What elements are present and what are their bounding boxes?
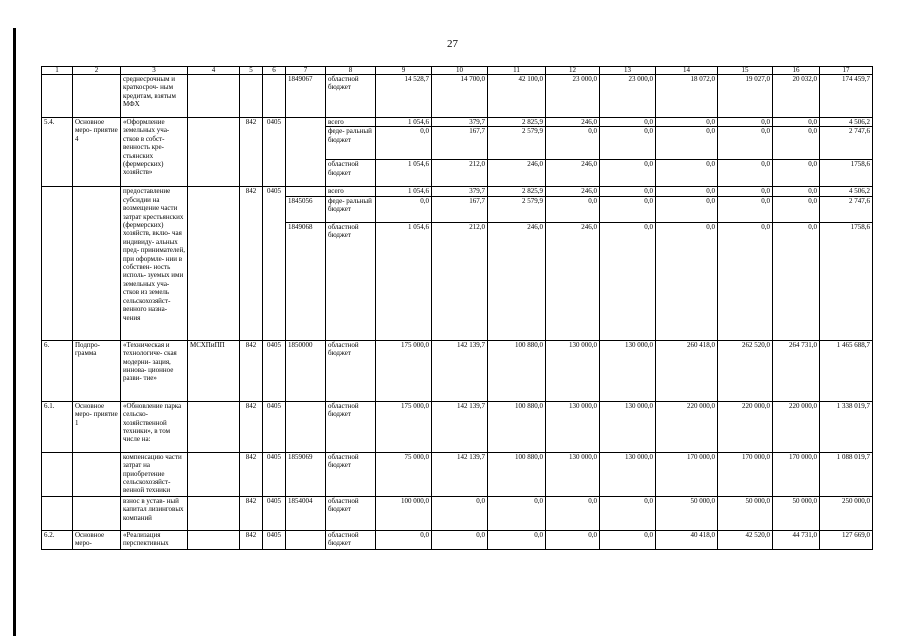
- col-header: 13: [600, 67, 656, 75]
- code-rzpr-cell: 0405: [263, 452, 286, 496]
- year-value-cell: 0,0: [488, 530, 546, 549]
- program-name-cell: компенсацию части затрат на приобретение сельскохозяйст- венной техники: [121, 452, 188, 496]
- year-value-cell: 130 000,0: [546, 401, 600, 452]
- funding-source-cell: областной бюджет: [326, 452, 376, 496]
- year-value-cell: 0,0: [546, 496, 600, 530]
- year-value-cell: 42 520,0: [718, 530, 773, 549]
- year-value-cell: 75 000,0: [376, 452, 432, 496]
- code-grbs-cell: 842: [240, 187, 263, 340]
- total-value-cell: 1 465 688,7: [820, 340, 873, 401]
- year-value-cell: 0,0: [600, 187, 656, 196]
- col-header: 15: [718, 67, 773, 75]
- total-value-cell: 2 747,6: [820, 196, 873, 222]
- year-value-cell: 0,0: [656, 222, 718, 340]
- year-value-cell: 0,0: [546, 530, 600, 549]
- page-binding-edge: [13, 28, 16, 636]
- year-value-cell: 0,0: [600, 127, 656, 160]
- funding-source-cell: областной бюджет: [326, 75, 376, 118]
- year-value-cell: 2 579,9: [488, 127, 546, 160]
- year-value-cell: 50 000,0: [656, 496, 718, 530]
- code-rzpr-cell: [263, 75, 286, 118]
- program-name-cell: среднесрочным и краткосроч- ным кредитам, взятым МФХ: [121, 75, 188, 118]
- col-header: 2: [73, 67, 121, 75]
- code-grbs-cell: 842: [240, 496, 263, 530]
- year-value-cell: 170 000,0: [773, 452, 820, 496]
- program-type-cell: Основное меро-: [73, 530, 121, 549]
- total-value-cell: 1 088 019,7: [820, 452, 873, 496]
- code-grbs-cell: 842: [240, 530, 263, 549]
- year-value-cell: 100 880,0: [488, 340, 546, 401]
- year-value-cell: 0,0: [656, 127, 718, 160]
- code-rzpr-cell: 0405: [263, 187, 286, 340]
- row-number-cell: 5.4.: [42, 118, 73, 187]
- row-number-cell: [42, 452, 73, 496]
- year-value-cell: 246,0: [546, 160, 600, 187]
- code-grbs-cell: [240, 75, 263, 118]
- program-type-cell: Подпро- грамма: [73, 340, 121, 401]
- code-grbs-cell: 842: [240, 401, 263, 452]
- year-value-cell: 220 000,0: [718, 401, 773, 452]
- total-value-cell: 1 338 019,7: [820, 401, 873, 452]
- year-value-cell: 20 032,0: [773, 75, 820, 118]
- program-name-cell: предоставление субсидии на возмещение части затрат крестьянских (фермерских) хозяйств, вклю- чая индивиду- альных пред- принимателей, при оформле- нии в собствен- ность исполь- зуемых ими земельных уча- стков из земель сельскохозяйст- венного назна- чения: [121, 187, 188, 340]
- responsible-cell: МСХПиПП: [188, 340, 240, 401]
- year-value-cell: 167,7: [432, 127, 488, 160]
- year-value-cell: 167,7: [432, 196, 488, 222]
- year-value-cell: 379,7: [432, 118, 488, 127]
- year-value-cell: 0,0: [718, 127, 773, 160]
- table-row: [42, 530, 873, 549]
- row-number-cell: 6.2.: [42, 530, 73, 549]
- page-number: 27: [447, 38, 458, 50]
- year-value-cell: 0,0: [773, 160, 820, 187]
- budget-table: [41, 66, 873, 550]
- year-value-cell: 100 880,0: [488, 401, 546, 452]
- col-header: 8: [326, 67, 376, 75]
- year-value-cell: 100 880,0: [488, 452, 546, 496]
- row-number-cell: [42, 187, 73, 340]
- code-csr-cell: [286, 401, 326, 452]
- responsible-cell: [188, 75, 240, 118]
- col-header: 16: [773, 67, 820, 75]
- col-header: 3: [121, 67, 188, 75]
- year-value-cell: 18 072,0: [656, 75, 718, 118]
- year-value-cell: 130 000,0: [600, 340, 656, 401]
- program-name-cell: «Реализация перспективных: [121, 530, 188, 549]
- funding-source-cell: областной бюджет: [326, 530, 376, 549]
- funding-source-cell: областной бюджет: [326, 401, 376, 452]
- code-csr-cell: 1849068: [286, 222, 326, 340]
- year-value-cell: 23 000,0: [546, 75, 600, 118]
- col-header: 1: [42, 67, 73, 75]
- col-header: 4: [188, 67, 240, 75]
- year-value-cell: 0,0: [600, 118, 656, 127]
- table-row: [42, 401, 873, 452]
- code-csr-cell: 1850000: [286, 340, 326, 401]
- row-number-cell: 6.1.: [42, 401, 73, 452]
- year-value-cell: 142 139,7: [432, 452, 488, 496]
- year-value-cell: 0,0: [376, 196, 432, 222]
- year-value-cell: 262 520,0: [718, 340, 773, 401]
- total-value-cell: 4 506,2: [820, 118, 873, 127]
- year-value-cell: 0,0: [773, 187, 820, 196]
- year-value-cell: 142 139,7: [432, 340, 488, 401]
- program-name-cell: «Техническая и технологиче- ская модерни- зация, иннова- ционное разви- тие»: [121, 340, 188, 401]
- total-value-cell: 250 000,0: [820, 496, 873, 530]
- program-type-cell: Основное меро- приятие 1: [73, 401, 121, 452]
- year-value-cell: 175 000,0: [376, 340, 432, 401]
- total-value-cell: 1758,6: [820, 222, 873, 340]
- year-value-cell: 0,0: [718, 118, 773, 127]
- year-value-cell: 0,0: [656, 196, 718, 222]
- col-header: 12: [546, 67, 600, 75]
- responsible-cell: [188, 452, 240, 496]
- responsible-cell: [188, 187, 240, 340]
- year-value-cell: 220 000,0: [656, 401, 718, 452]
- year-value-cell: 19 027,0: [718, 75, 773, 118]
- year-value-cell: 0,0: [773, 127, 820, 160]
- year-value-cell: 0,0: [656, 160, 718, 187]
- program-name-cell: «Обновление парка сельско- хозяйственной техники», в том числе на:: [121, 401, 188, 452]
- year-value-cell: 1 054,6: [376, 187, 432, 196]
- table-row: [42, 452, 873, 496]
- year-value-cell: 142 139,7: [432, 401, 488, 452]
- responsible-cell: [188, 530, 240, 549]
- table-row: [42, 118, 873, 127]
- col-header: 7: [286, 67, 326, 75]
- col-header: 5: [240, 67, 263, 75]
- funding-source-cell: всего: [326, 187, 376, 196]
- program-type-cell: Основное меро- приятие 4: [73, 118, 121, 187]
- funding-source-cell: всего: [326, 118, 376, 127]
- year-value-cell: 130 000,0: [600, 401, 656, 452]
- year-value-cell: 1 054,6: [376, 118, 432, 127]
- code-csr-cell: 1859069: [286, 452, 326, 496]
- year-value-cell: 0,0: [376, 127, 432, 160]
- responsible-cell: [188, 401, 240, 452]
- total-value-cell: 1758,6: [820, 160, 873, 187]
- program-type-cell: [73, 496, 121, 530]
- year-value-cell: 220 000,0: [773, 401, 820, 452]
- year-value-cell: 0,0: [432, 496, 488, 530]
- year-value-cell: 0,0: [773, 196, 820, 222]
- col-header: 9: [376, 67, 432, 75]
- year-value-cell: 0,0: [656, 118, 718, 127]
- year-value-cell: 0,0: [488, 496, 546, 530]
- year-value-cell: 23 000,0: [600, 75, 656, 118]
- table-row: [42, 496, 873, 530]
- year-value-cell: 40 418,0: [656, 530, 718, 549]
- year-value-cell: 170 000,0: [718, 452, 773, 496]
- code-grbs-cell: 842: [240, 340, 263, 401]
- funding-source-cell: феде- ральный бюджет: [326, 127, 376, 160]
- col-header: 6: [263, 67, 286, 75]
- year-value-cell: 2 579,9: [488, 196, 546, 222]
- table-header-row: [42, 67, 873, 75]
- year-value-cell: 246,0: [488, 222, 546, 340]
- row-number-cell: 6.: [42, 340, 73, 401]
- year-value-cell: 0,0: [773, 118, 820, 127]
- year-value-cell: 379,7: [432, 187, 488, 196]
- program-type-cell: [73, 75, 121, 118]
- table-row: [42, 75, 873, 118]
- year-value-cell: 0,0: [432, 530, 488, 549]
- code-rzpr-cell: 0405: [263, 496, 286, 530]
- total-value-cell: 2 747,6: [820, 127, 873, 160]
- year-value-cell: 130 000,0: [546, 452, 600, 496]
- year-value-cell: 0,0: [718, 160, 773, 187]
- year-value-cell: 0,0: [376, 530, 432, 549]
- year-value-cell: 0,0: [600, 496, 656, 530]
- col-header: 14: [656, 67, 718, 75]
- code-grbs-cell: 842: [240, 118, 263, 187]
- funding-source-cell: феде- ральный бюджет: [326, 196, 376, 222]
- year-value-cell: 14 528,7: [376, 75, 432, 118]
- year-value-cell: 0,0: [600, 196, 656, 222]
- code-rzpr-cell: 0405: [263, 530, 286, 549]
- code-csr-cell: 1849067: [286, 75, 326, 118]
- program-type-cell: [73, 452, 121, 496]
- year-value-cell: 0,0: [600, 160, 656, 187]
- table-row: [42, 340, 873, 401]
- year-value-cell: 175 000,0: [376, 401, 432, 452]
- responsible-cell: [188, 496, 240, 530]
- program-type-cell: [73, 187, 121, 340]
- year-value-cell: 2 825,9: [488, 187, 546, 196]
- year-value-cell: 0,0: [656, 187, 718, 196]
- year-value-cell: 0,0: [773, 222, 820, 340]
- year-value-cell: 212,0: [432, 222, 488, 340]
- program-name-cell: взнос в устав- ный капитал лизинговых компаний: [121, 496, 188, 530]
- year-value-cell: 0,0: [600, 222, 656, 340]
- total-value-cell: 174 459,7: [820, 75, 873, 118]
- year-value-cell: 0,0: [718, 196, 773, 222]
- year-value-cell: 264 731,0: [773, 340, 820, 401]
- code-grbs-cell: 842: [240, 452, 263, 496]
- funding-source-cell: областной бюджет: [326, 222, 376, 340]
- year-value-cell: 44 731,0: [773, 530, 820, 549]
- year-value-cell: 50 000,0: [718, 496, 773, 530]
- year-value-cell: 246,0: [546, 187, 600, 196]
- funding-source-cell: областной бюджет: [326, 496, 376, 530]
- year-value-cell: 0,0: [546, 127, 600, 160]
- year-value-cell: 212,0: [432, 160, 488, 187]
- table-row: [42, 187, 873, 196]
- row-number-cell: [42, 75, 73, 118]
- year-value-cell: 0,0: [600, 530, 656, 549]
- code-csr-cell: [286, 118, 326, 187]
- year-value-cell: 14 700,0: [432, 75, 488, 118]
- year-value-cell: 246,0: [488, 160, 546, 187]
- col-header: 17: [820, 67, 873, 75]
- year-value-cell: 0,0: [718, 222, 773, 340]
- year-value-cell: 100 000,0: [376, 496, 432, 530]
- year-value-cell: 50 000,0: [773, 496, 820, 530]
- year-value-cell: 260 418,0: [656, 340, 718, 401]
- code-rzpr-cell: 0405: [263, 118, 286, 187]
- year-value-cell: 1 054,6: [376, 160, 432, 187]
- code-csr-cell: [286, 187, 326, 196]
- total-value-cell: 127 669,0: [820, 530, 873, 549]
- row-number-cell: [42, 496, 73, 530]
- code-csr-cell: 1845056: [286, 196, 326, 222]
- year-value-cell: 246,0: [546, 118, 600, 127]
- code-rzpr-cell: 0405: [263, 340, 286, 401]
- year-value-cell: 42 100,0: [488, 75, 546, 118]
- code-rzpr-cell: 0405: [263, 401, 286, 452]
- funding-source-cell: областной бюджет: [326, 160, 376, 187]
- code-csr-cell: [286, 530, 326, 549]
- responsible-cell: [188, 118, 240, 187]
- year-value-cell: 130 000,0: [546, 340, 600, 401]
- code-csr-cell: 1854004: [286, 496, 326, 530]
- year-value-cell: 1 054,6: [376, 222, 432, 340]
- year-value-cell: 246,0: [546, 222, 600, 340]
- year-value-cell: 0,0: [546, 196, 600, 222]
- year-value-cell: 0,0: [718, 187, 773, 196]
- program-name-cell: «Оформление земельных уча- стков в собст- венность кре- стьянских (фермерских) хозяйств»: [121, 118, 188, 187]
- year-value-cell: 130 000,0: [600, 452, 656, 496]
- funding-source-cell: областной бюджет: [326, 340, 376, 401]
- year-value-cell: 2 825,9: [488, 118, 546, 127]
- col-header: 11: [488, 67, 546, 75]
- total-value-cell: 4 506,2: [820, 187, 873, 196]
- year-value-cell: 170 000,0: [656, 452, 718, 496]
- col-header: 10: [432, 67, 488, 75]
